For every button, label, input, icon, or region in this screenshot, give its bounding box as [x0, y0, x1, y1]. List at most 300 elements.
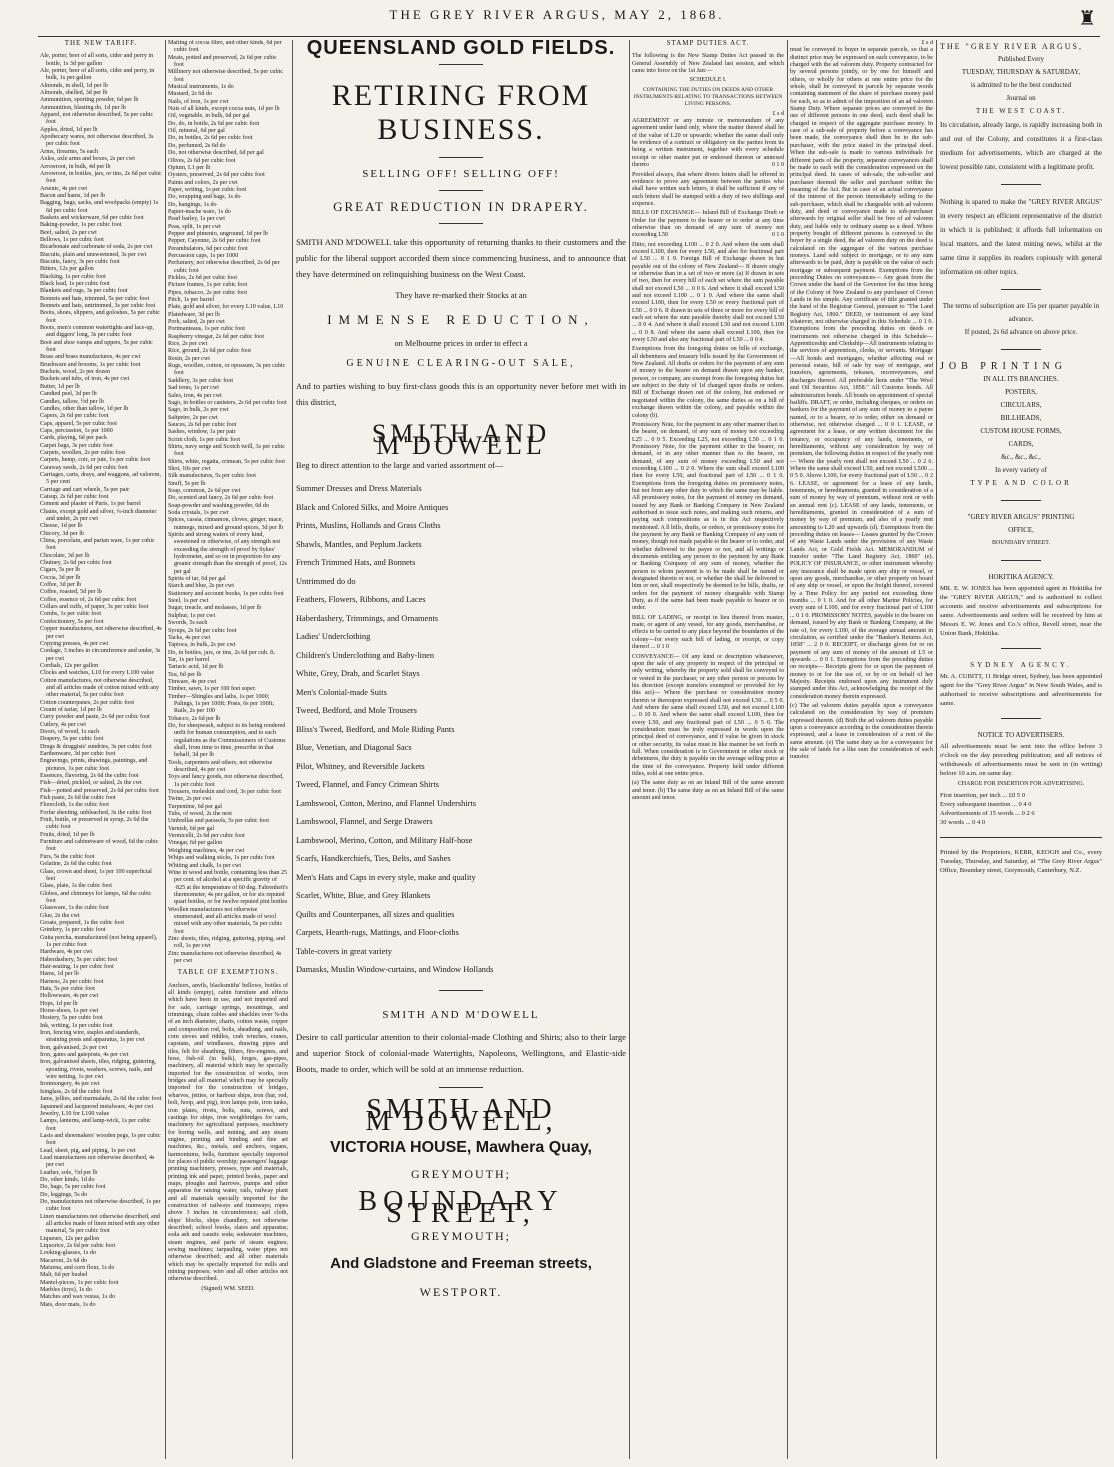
- tariff-entry: Caps, apparel, 5s per cubic foot: [40, 420, 117, 427]
- tariff-entry: Japanned and lacquered metalware, 4s per cwt: [40, 1103, 154, 1110]
- tariff-entry: Mats, door mats, 1s do: [40, 1301, 96, 1308]
- tariff-entry: Bonnets and hats, trimmed, 5s per cubic foot: [40, 295, 150, 302]
- separator: [439, 1087, 483, 1088]
- greymouth-line-2: GREYMOUTH;: [411, 1228, 511, 1243]
- tariff-entry: Shirts, white, regatta, crimean, 5s per cubic foot: [168, 458, 285, 465]
- tariff-entry: Tapioca, in bulk, 2s per cwt: [168, 642, 236, 649]
- rate-line: Advertisements of 15 words ... 0 2 6: [940, 810, 1035, 817]
- schedule-subtitle: CONTAINING THE DUTIES ON DEEDS AND OTHER INSTRUMENTS RELATING TO TRANSACTIONS BETWEEN LIVING PERSONS.: [633, 86, 783, 108]
- bills-exemptions: Exemptions from the foregoing duties on bills of exchange, all debentures and treasury bills issued by the Government of New Zealand. All drafts or orders for the payment of any sum of money to the bearer on demand drawn upon any banker, person, or company, are exempt from the foregoing duties but are subject to the duty of 1d charged upon drafts or orders. Bill of Exchange drawn out of the colony, but endorsed or negotiated within the colony, the same duties as on a bill of exchange drawn within the colony, and payable within the colony (b).: [632, 346, 784, 419]
- goods-item: Table-covers in great variety: [296, 946, 392, 956]
- tariff-entry: Sashes, window, 1s per pair: [168, 429, 236, 436]
- tariff-entry: Tobacco, 2s 6d per lb: [168, 715, 221, 722]
- tariff-entry: Looking-glasses, 1s do: [40, 1250, 97, 1257]
- masthead: [0, 0, 1114, 34]
- tariff-entry: Carriages, carts, drays, and waggons, ad valorem, 5 per cent: [40, 471, 161, 486]
- great-reduction-line: GREAT REDUCTION IN DRAPERY.: [333, 199, 589, 214]
- tariff-entry: Drugs & druggists' sundries, 3s per cubic foot: [40, 743, 152, 750]
- west-coast-line: THE WEST COAST.: [975, 107, 1067, 115]
- drapery-advertisement: [296, 40, 626, 1459]
- terms-line: The terms of subscription are 15s per quarter payable in advance.: [942, 302, 1100, 323]
- separator: [1001, 560, 1041, 561]
- retiring-headline: RETIRING FROM BUSINESS.: [331, 79, 591, 146]
- tariff-entry: Almonds, shelled, 3d per lb: [40, 90, 108, 97]
- tariff-entry: Clocks and watches, L10 for every L100 value: [40, 670, 155, 677]
- tariff-entry: Rice, 2s per cwt: [168, 341, 208, 348]
- tariff-entry: Lamps, lanterns, and lamp-wick, 1s per cubic foot: [40, 1118, 151, 1132]
- colonial-made-paragraph: Desire to call particular attention to their colonial-made Clothing and Shirts; also to their large and superior Stock of colonial-made Watertights, Napoleons, Wellingtons, and Elastic-side Boots, made to order, which will be sold at an immense reduction.: [296, 1031, 626, 1074]
- rate-line: First insertion, per inch ... £0 5 0: [940, 792, 1026, 799]
- tariff-entry: Coffee, roasted, 5d per lb: [40, 589, 102, 596]
- tariff-entry: Starch and blue, 2s per cwt: [168, 583, 234, 590]
- tariff-entry: Nails, of iron, 1s per cwt: [168, 98, 229, 105]
- tariff-entry: Opium, L1 per lb: [168, 164, 211, 171]
- tariff-entry: Isinglass, 2s 6d the cubic foot: [40, 1088, 113, 1095]
- tariff-entry: Papier-mache ware, 1s do: [168, 208, 231, 215]
- conveyance-clause: CONVEYANCE— Of any kind or description whatsoever, upon the sale of any property in respect of the principal or only writing, whereby the property sold shall be conveyed to or vested in the purchaser, or any other person or persons by his direction (except transfers exempted or provided for by this act)— Where the purchase or consideration money therein or thereupon expressed shall not exceed L50 ... 0 5 0. And where the same shall exceed L50, and not exceed L100 ... 0 10 0. And where the same shall exceed L100, then for every L50, and any fractional part of L50 ... 0 5 0. The consideration must be truly expressed in words upon the principal deed of conveyance, and if value be given in stock or other security, its value must in like manner be set forth in full. When consideration is in Government or other stock or debentures, the duty is payable on the average selling price at the time of the conveyance. Property held under different titles, sold at one entire price.: [632, 653, 784, 777]
- tariff-entry: Do, perfumed, 2s 6d do: [168, 142, 226, 149]
- goods-item: Men's Hats and Caps in every style, make and quality: [296, 872, 476, 882]
- tariff-entry: Zinc sheets, tiles, ridging, guttering, piping, and roll, 1s per cwt: [168, 935, 285, 950]
- promissory-clause: Promissory Note, for the payment in any other manner than to the bearer, on demand, of any sum of money not exceeding L25 ... 0 0 5. Exceeding L25, not exceeding L50 ... 0 1 0. Promissory Note, for the payment either to the bearer, on demand, or in any other manner than to the bearer, on demand, of any sum of money exceeding L50 and not exceeding L100 ... 0 2 0. Where the sum shall exceed L100 then for every L50, and fractional part of L50 ... 0 1 0. Exemptions from the foregoing duties on promissory notes, but not from any other duty to which the same may be liable. All promissory notes, for the payment of money on demand, issued by any Bank or Banking Company in New Zealand authorised to issue such notes, and making such returns, and paying such compositions as is in this Act respectively mentioned. A ll bills, drafts, or orders, or promissory notes for the payment by any Bank or Banking Company of any sum of money, though not made payable to the bearer or to order, and whether delivered to the payee or not, and all writings or documents entitling any person to the payment by any Bank or Banking Company of any sum of money, whether the person to whom payment is to be made shall be named or designated therein or not, or whether the shall be delivered to him or not, shall respectively be deemed to be bills, drafts, or orders for the payment of money chargeable with Stamp Duty, as if the same had been made payable to bearer or to order.: [632, 421, 784, 612]
- tariff-entry: Arrowroot, in bulk, 4d per lb: [40, 163, 111, 170]
- branches-line: IN ALL ITS BRANCHES.: [983, 375, 1059, 383]
- tariff-entry: Cordials, 12s per gallon: [40, 662, 99, 669]
- tariff-entry: Cigars, 5s per lb: [40, 567, 80, 574]
- tariff-entry: Iron, gates and gateposts, 4s per cwt: [40, 1052, 129, 1059]
- tariff-entry: Turpentine, 6d per gal: [168, 803, 222, 810]
- tariff-entry: Lead, sheet, pig, and piping, 1s per cwt: [40, 1147, 136, 1154]
- westport-line: WESTPORT.: [419, 1284, 503, 1299]
- amount-column-head: £ s d: [772, 110, 784, 117]
- top-rule: [38, 36, 1100, 37]
- tariff-entry: Paints and colors, 2s per cwt: [168, 179, 238, 186]
- tariff-entry: Pepper, Cayenne, 2s 6d per cubic foot: [168, 238, 261, 245]
- tariff-entry: Almonds, in shell, 1d per lb: [40, 82, 108, 89]
- tariff-entry: Baskets and wickerware, 6d per cubic foot: [40, 214, 144, 221]
- goods-item: Men's Colonial-made Suits: [296, 687, 387, 697]
- tariff-entry: Essences, flavoring, 2s 6d the cubic foot: [40, 773, 139, 780]
- tariff-entry: Biscuits, fancy, 3s per cubic foot: [40, 258, 120, 265]
- tariff-entry: Marbles (toys), 1s do: [40, 1287, 92, 1294]
- tariff-entry: Pearl barley, 1s per cwt: [168, 216, 225, 223]
- tariff-entry: Wine in wood and bottle, containing less than 25 per cent. of alcohol at a specific gravity of ·825 at the temperature of 60 deg. Fahrenheit's thermometer, 4s per gallon, or for six reputed quart bottles, or for twelve reputed pint bottles: [168, 869, 288, 906]
- tariff-entry: Apparel, not otherwise described, 5s per cubic foot: [40, 112, 154, 126]
- tariff-entry: Candied peel, 3d per lb: [40, 391, 97, 398]
- amount-column-head: £ s d: [921, 40, 933, 46]
- tariff-entry: Peas, split, 1s per cwt: [168, 223, 221, 230]
- bills-rates: Ditto, not exceeding L100 ... 0 2 0. And where the sum shall exceed L100, then for every L50, and also for fractional part of L50 ... 0 1 0. Foreign Bill of Exchange drawn in but payable out of the colony of New Zealand— If drawn singly or otherwise than in a set of two or more (a) If drawn in sets of two, then for every bill of each set where the sum payable shall not exceed L50 ... 0 0 6. And where it shall exceed L50 and not exceed L100 ... 0 1 0. And where the same shall exceed L100, then for every L50 or every fractional part of L50 ... 0 0 6. If drawn in sets of three or more for every bill of each set where the sum payable thereby shall not exceed L50 ... 0 0 4. And where it shall exceed L50 and not exceed L100 ... 0 0 8. And where the same shall exceed L100, then for every L50 and also any fractional part of L50 ... 0 0 4.: [632, 241, 784, 344]
- notice-title: NOTICE TO ADVERTISERS.: [977, 731, 1065, 739]
- tariff-entry: Pork, salted, 2s per cwt: [168, 319, 225, 326]
- tariff-entry: Axles, axle arms and boxes, 2s per cwt: [40, 156, 135, 163]
- advertisers-notice: All advertisements must be sent into the office before 3 o'clock on the day preceding publication; and all notices of withdrawals of advertisements must be sent in (in writing) before 10 a.m. on same day.: [940, 743, 1102, 777]
- stamp-duties-column-2: [790, 40, 933, 1459]
- tariff-entry: Cement and plaster of Paris, 1s per barrel: [40, 501, 141, 508]
- stamp-intro: The following is the New Stamp Duties Act passed in the General Assembly of New Zealand last session, and which came into force on the 1st Jan:—: [632, 53, 784, 75]
- tariff-entry: Liquorice, 2s 6d per cubic foot: [40, 1243, 116, 1250]
- job-item: CARDS,: [1008, 440, 1034, 448]
- tariff-entry: Liqueurs, 12s per gallon: [40, 1235, 100, 1242]
- office-line-1: "GREY RIVER ARGUS" PRINTING: [967, 513, 1075, 521]
- job-item: BILLHEADS,: [1000, 414, 1042, 422]
- tariff-entry: Brushware and brooms, 1s per cubic foot: [40, 361, 141, 368]
- tariff-entry: Leather, sole, ½d per lb: [40, 1169, 98, 1176]
- goods-list: [296, 480, 626, 980]
- tariff-entry: Do, bags, 5s per cubic foot: [40, 1184, 106, 1191]
- advertising-rates: [940, 791, 1102, 827]
- exemptions-text: Anchors, anvils, blacksmiths' bellows, bottles of all kinds (empty), cabin furniture and effects which have been in use, and not imported and for sale, carriage springs, mountings, and trimmings, chain cables and shackles over ⅝-ths of an inch diameter, charts, cotton waste, copper and composition rod, bolts, sheathing, and nails, corn sieves and riddles, crab winches, cranes, capstans, and windlasses, drawing pipes and tiles, felt for sheathing, filters, fire-engines, and hose, fish-oil (in bulk), forges, gas-pipes, machinery, all material which may be specially imported for the construction of works, iron bridges and all material which may be specially imported for the construction of bridges, wharves, jetties, or harbour ships, iron (bar, rod, bolt, hoop, and pig), iron lamps pots, iron tanks, iron plates, rivets, bolts, nuts, screws, and castings for ships, iron weighbridges for carts, machinery for agricultural purposes, machinery for boring wells, and mining, and any steam engine, printing and binding and fine art machines, &c., metals, and anchors, organs, harmoniums, bells, furniture specially imported for places of public worship; passengers' luggage printing machinery, presses, type and materials, printing ink and paper, printed books, paper and maps, ploughs and harrows, pumps and other apparatus for raising water, rails, railway plant and all materials specially imported for the construction of railways and tramways; ropes above 3 inches in circumference; sail cloth, ships' blocks, ships chandlery, not otherwise described; school books, slates and apparatus; soda ash and caustic soda; sodawater machines, steam engines, and parts of steam engines; sewing machines; tarpauling, water pipes not otherwise described; and all other materials which may be specially imported for mills and mining purposes; wire and all other articles not otherwise described.: [168, 982, 288, 1283]
- goods-item: Tweed, Flannel, and Fancy Crimean Shirts: [296, 780, 439, 789]
- tariff-entry: Picture frames, 1s per cubic foot: [168, 282, 248, 289]
- tariff-entry: Millinery not otherwise described, 5s per cubic foot: [168, 69, 283, 83]
- tariff-entry: Ironmongery, 4s per cwt: [40, 1081, 100, 1088]
- tariff-entry: Hosiery, 5s per cubic foot: [40, 1015, 103, 1022]
- tariff-entry: Varnish, 6d per gal: [168, 825, 215, 832]
- tariff-entry: Iron, galvanised, 2s per cwt: [40, 1044, 108, 1051]
- tariff-entry: Macaroni, 2s 6d do: [40, 1257, 88, 1264]
- exemptions-title: TABLE OF EXEMPTIONS.: [177, 968, 279, 977]
- goods-item: Tweed, Bedford, and Mole Trousers: [296, 706, 417, 715]
- goods-item: Carpets, Hearth-rugs, Mattings, and Floor-cloths: [296, 928, 459, 937]
- column-divider: [165, 40, 166, 1459]
- office-line-2: OFFICE,: [1008, 526, 1034, 534]
- tariff-entry: Hams, 1d per lb: [40, 971, 79, 978]
- tariff-entry: Jams, jellies, and marmalade, 2s 6d the cubic foot: [40, 1096, 162, 1103]
- tariff-entry: Do, manufactures not otherwise described, 1s per cubic foot: [40, 1198, 161, 1213]
- tariff-entry: Mustard, 2s 6d do: [168, 91, 213, 98]
- tariff-entry: Chicory, 3d per lb: [40, 530, 84, 537]
- tariff-entry: Sago, in bulk, 2s per cwt: [168, 407, 229, 414]
- tariff-entry: Trousers, moleskin and cord, 3s per cubic foot: [168, 789, 281, 796]
- tariff-entry: Timber, sawn, 1s per 100 feet super.: [168, 686, 257, 693]
- tariff-entry: Curry powder and paste, 2s 6d per cubic foot: [40, 714, 150, 721]
- gladstone-line: And Gladstone and Freeman streets,: [330, 1254, 592, 1272]
- tariff-entry: Steel, 1s per cwt: [168, 598, 209, 605]
- tariff-entry: Fish paste, 2s 6d the cubic foot: [40, 795, 116, 802]
- tariff-entry: Cards, playing, 6d per pack: [40, 435, 108, 442]
- tariff-entry: Glassware, 1s the cubic foot: [40, 905, 109, 912]
- tariff-entry: Sad irons, 1s per cwt: [168, 385, 219, 392]
- tariff-entry: Haberdashery, 5s per cubic foot: [40, 956, 118, 963]
- rate-line: 30 words ... 0 4 0: [940, 819, 986, 826]
- goods-item: Lambswool, Cotton, Merino, and Flannel Undershirts: [296, 798, 477, 808]
- tariff-entry: Fruit, bottle, or preserved in syrup, 2s 6d the cubic foot: [40, 817, 149, 831]
- tariff-entry: Mantel-pieces, 1s per cubic foot: [40, 1279, 119, 1286]
- separator: [1001, 718, 1041, 719]
- tariff-entry: Glue, 2s the cwt: [40, 912, 80, 919]
- tariff-entry: Fish—dried, pickled, or salted, 2s the cwt: [40, 780, 142, 787]
- separator: [439, 990, 483, 991]
- tariff-entry: Nuts of all kinds, except cocoa nuts, 1d per lb: [168, 106, 280, 113]
- tariff-entry: Brass and brass manufactures, 4s per cwt: [40, 354, 141, 361]
- tariff-entry: Baking-powder, 1s per cubic foot: [40, 222, 122, 229]
- tariff-entry: Portmanteaus, 1s per cubic foot: [168, 326, 245, 333]
- tariff-entry: Resin, 2s per cwt: [168, 355, 210, 362]
- tariff-entry: Whiting and chalk, 1s per cwt: [168, 862, 242, 869]
- tariff-entry: Furniture and cabinetware of wood, 6d the cubic foot: [40, 839, 159, 853]
- tariff-entry: Tools, carpenters and others, not otherwise described, 4s per cwt: [168, 759, 273, 774]
- tariff-entry: Sago, in bottles or canisters, 2s 6d per cubic foot: [168, 399, 287, 406]
- tariff-entry: Blacking, 1s per cubic foot: [40, 273, 106, 280]
- tariff-entry: Cordage, 3 inches in circumference and under, 3s per cwt: [40, 648, 161, 662]
- tariff-entry: Drapery, 5s per cubic foot: [40, 736, 104, 743]
- goods-item: Feathers, Flowers, Ribbons, and Laces: [296, 595, 426, 604]
- tariff-entry: Spices, cassia, cinnamon, cloves, ginger, mace, nutmegs, mixed and ground spices, 3d per lb: [168, 517, 284, 531]
- argus-title: THE "GREY RIVER ARGUS,: [940, 42, 1083, 51]
- goods-item: Black and Colored Silks, and Moire Antiques: [296, 502, 449, 512]
- tariff-entry: Timber—Shingles and laths, 1s per 1000; Palings, 1s per 100ft; Posts, 6s per 100ft; Rails, 2s per 100: [168, 693, 275, 715]
- tariff-entry: Fish—potted and preserved, 2s 6d per cubic foot: [40, 787, 159, 794]
- tariff-entry: Jewelry, L10 for L100 value: [40, 1110, 110, 1117]
- tariff-entry: Cotton manufactures, not otherwise described, and all articles made of cotton mixed with any other material, 5s per cubic foot: [40, 677, 160, 699]
- tariff-entry: Do, leggings, 5s do: [40, 1191, 88, 1198]
- masthead-title: THE GREY RIVER ARGUS, MAY 2, 1868.: [389, 7, 725, 22]
- tariff-entry: Bitters, 12s per gallon: [40, 266, 94, 273]
- sydney-notice: Mr. A. CUBITT, 11 Bridge street, Sydney, has been appointed agent for the "Grey River Argus" in New South Wales, and is authorised to receive subscriptions and advertisements for same.: [940, 673, 1102, 707]
- tariff-entry: Hollowware, 4s per cwt: [40, 993, 99, 1000]
- job-item: CUSTOM HOUSE FORMS,: [980, 427, 1062, 435]
- tariff-entry: Tartaric acid, 1d per lb: [168, 664, 224, 671]
- tariff-entry: Grindery, 1s per cubic foot: [40, 927, 106, 934]
- tariff-entry: Carriage and cart wheels, 5s per pair: [40, 486, 130, 493]
- goods-item: Scarfs, Handkerchiefs, Ties, Belts, and Sashes: [296, 854, 451, 863]
- goods-item: Lambswool, Merino, Cotton, and Military Half-hose: [296, 835, 473, 845]
- tariff-entry: Stationery and account books, 1s per cubic foot: [168, 590, 284, 597]
- smith-mdowell-subheading: SMITH AND M'DOWELL: [382, 1008, 540, 1021]
- tariff-entry: Blankets and rugs, 3s per cubic foot: [40, 288, 128, 295]
- goods-item: Summer Dresses and Dress Materials: [296, 484, 422, 493]
- tariff-title: THE NEW TARIFF.: [64, 40, 138, 47]
- goods-item: Quilts and Counterpanes, all sizes and qualities: [296, 909, 455, 919]
- nothing-spared-paragraph: Nothing is spared to make the "GREY RIVER ARGUS" in every respect an efficient representative of the district in which it is published; it affords full information on local matters, and the latest mining news, whilst at the same time it supplies its readers copiously with general information on other topics.: [940, 198, 1102, 276]
- tariff-entry: Cream of tartar, 1d per lb: [40, 706, 102, 713]
- tariff-entry: Boot and shoe vamps and uppers, 5s per cubic foot: [40, 339, 153, 354]
- selling-off-line: SELLING OFF! SELLING OFF!: [362, 168, 560, 180]
- tariff-column-2: [168, 40, 288, 1459]
- tariff-entry: Platedware, 3d per lb: [168, 311, 220, 318]
- tariff-entry: Bellows, 1s per cubic foot: [40, 236, 104, 243]
- tariff-entry: Boots, shoes, slippers, and goloshes, 5s per cubic foot: [40, 310, 161, 324]
- tariff-entry: Engravings, prints, drawings, paintings, and pictures, 1s per cubic foot: [40, 758, 148, 772]
- tariff-entry: Cotton counterpanes, 2s per cubic foot: [40, 699, 135, 706]
- tariff-entry: Whips and walking sticks, 1s per cubic foot: [168, 855, 275, 862]
- tariff-entry: Lead manufactures not otherwise described, 4s per cwt: [40, 1154, 155, 1169]
- tariff-entry: Ale, porter, beer of all sorts, cider and perry in bottle, 1s 3d per gallon: [40, 53, 154, 67]
- tariff-entry: Cheese, 1d per lb: [40, 523, 83, 530]
- tariff-entry: Caps, percussion, 1s per 1000: [40, 427, 113, 434]
- bills-clause: BILLS OF EXCHANGE— Inland Bill of Exchange Draft or Order for the payment to the bearer or to order at any time otherwise than on demand of any sum of money not exceeding L50 0 1 0: [632, 210, 784, 239]
- tariff-entry: Coffee, essence of, 2s 6d per cubic foot: [40, 596, 137, 603]
- publisher-logo-icon: ♜: [1078, 8, 1096, 30]
- tariff-entry: Chains, except gold and silver, ¼-inch diameter and under, 2s per cwt: [40, 508, 157, 522]
- tariff-entry: Oil, mineral, 6d per gal: [168, 128, 225, 135]
- column-divider: [936, 40, 937, 1459]
- tariff-entry: Spirits of tar, 6d per gal: [168, 576, 226, 583]
- lading-clause: BILL OF LADING, or receipt in lieu thereof from master, mate, or agent of any vessel, for any goods, merchandise, or effects to be carried to any place beyond the boundaries of the colony—for every such bill of lading, or receipt, or copy thereof ... 0 1 0: [632, 614, 784, 651]
- tariff-entry: Hops, 1d per lb: [40, 1000, 78, 1007]
- tariff-entry: Carpet bags, 3s per cubic foot: [40, 442, 113, 449]
- greymouth-line-1: GREYMOUTH;: [411, 1166, 511, 1181]
- provided-clause: Provided always, that where divers letters shall be offered in evidence to prove any agreement between the parties who shall have written such letters, it shall be sufficient if any of such letters shall be stamped with a duty of two shillings and sixpence.: [632, 171, 784, 207]
- tariff-entry: Biscuits, plain and unsweetened, 3s per cwt: [40, 251, 147, 258]
- tariff-entry: Vinegar, 6d per gallon: [168, 840, 223, 847]
- tariff-entry: Ale, porter, beer of all sorts, cider and perry, in bulk, 1s per gallon: [40, 68, 155, 82]
- tariff-entry: Lasts and shoemakers' wooden pegs, 1s per cubic foot: [40, 1132, 161, 1147]
- tariff-entry: Raspberry vinegar, 2s 6d per cubic foot: [168, 333, 265, 340]
- separator: [439, 157, 483, 158]
- tariff-entry: Floorcloth, 1s the cubic foot: [40, 802, 109, 809]
- melbourne-line: on Melbourne prices in order to effect a: [394, 339, 528, 348]
- goods-item: Lambswool, Flannel, and Serge Drawers: [296, 817, 433, 826]
- column-divider: [292, 40, 293, 1459]
- argus-column: [940, 40, 1102, 1459]
- days-line: TUESDAY, THURSDAY & SATURDAY,: [961, 68, 1081, 76]
- tariff-entry: Combs, 1s per cubic foot: [40, 611, 102, 618]
- tariff-entry: Do, wrapping and bags, 1s do: [168, 194, 241, 201]
- tariff-entry: Swords, 5s each: [168, 620, 208, 627]
- separator: [439, 190, 483, 191]
- tariff-column-1: [40, 40, 162, 1459]
- goods-item: Pilot, Whitney, and Reversible Jackets: [296, 761, 425, 771]
- tariff-entry: Iron, fencing wire, staples and standards, straining posts and apparatus, 1s per cwt: [40, 1030, 145, 1044]
- stamp-continued-footnotes: (c) The ad valorem duties payable upon a conveyance calculated on the consideration by way of premium expressed therein. (d) Both the ad valorem duties payable upon a conveyance according to the consideration therein expressed, and a lease in consideration of a rent of the same amount. (e) The same duty as for a conveyance for the sale of lands for a like sum the consideration of such transfer.: [790, 702, 933, 761]
- tariff-entry: Ammunition, blasting do, 1d per lb: [40, 104, 126, 111]
- goods-item: Ladies' Underclothing: [296, 632, 371, 641]
- tariff-entry: Confectionery, 5s per foot: [40, 618, 104, 625]
- separator: [1001, 648, 1041, 649]
- journal-line: Journal on: [1006, 94, 1036, 102]
- tariff-entry: Twine, 2s per cwt: [168, 796, 212, 803]
- tariff-entry: Bagging, bags, sacks, and woolpacks (empty) 1s 6d per cubic foot: [40, 200, 159, 214]
- separator: [1001, 349, 1041, 350]
- goods-item: Children's Underclothing and Baby-linen: [296, 650, 435, 660]
- tariff-entry: Coffee, 3d per lb: [40, 582, 82, 589]
- goods-item: Prints, Muslins, Hollands and Grass Cloths: [296, 521, 441, 530]
- tariff-entry: Collars and cuffs, of paper, 3s per cubic foot: [40, 604, 149, 611]
- tariff-entry: Candles, tallow, ½d per lb: [40, 398, 104, 405]
- job-printing-heading: JOB PRINTING: [940, 361, 1067, 372]
- tariff-entry: Carpets, hemp, coir, or jute, 1s per cubic foot: [40, 457, 151, 464]
- tariff-entry: Do, hangings, 1s do: [168, 201, 217, 208]
- tariff-entry: Arms, firearms, 5s each: [40, 148, 99, 155]
- tariff-entry: Cutlery, 4s per cwt: [40, 721, 86, 728]
- schedule-title: SCHEDULE I.: [689, 77, 727, 84]
- tariff-entry: Saltpetre, 2s per cwt: [168, 414, 218, 421]
- tariff-entry: Beef, salted, 2s per cwt: [40, 229, 97, 236]
- tariff-entry: Olives, 2s 6d per cubic foot: [168, 157, 236, 164]
- job-item: CIRCULARS,: [1000, 401, 1042, 409]
- tariff-entry: Percussion caps, 1s per 1000: [168, 252, 239, 259]
- tariff-list-2: [168, 40, 288, 965]
- tariff-entry: Catsup, 2s 6d per cubic foot: [40, 493, 109, 500]
- separator: [1001, 184, 1041, 185]
- tariff-entry: Woollen manufactures not otherwise enumerated, and all articles made of wool mixed with any other materials, 5s per cubic foot: [168, 906, 283, 935]
- tariff-entry: Plate, gold and silver, for every L10 value, L10: [168, 304, 284, 311]
- tariff-entry: Hair-seating, 1s per cubic foot: [40, 963, 114, 970]
- tariff-entry: Gelatine, 2s 6d the cubic foot: [40, 861, 112, 868]
- stamp-footnotes: (a) The same duty as on an Inland Bill of the same amount and tenor. (b) The same duty as on an Inland Bill of the same amount and tenor.: [632, 780, 784, 802]
- ad-heading: QUEENSLAND GOLD FIELDS.: [306, 40, 616, 59]
- tariff-entry: Furs, 5s the cubic foot: [40, 853, 95, 860]
- tariff-entry: Fruits, dried, 1d per lb: [40, 831, 95, 838]
- separator: [940, 837, 1102, 838]
- separator: [439, 64, 483, 65]
- victoria-house-line: VICTORIA HOUSE, Mawhera Quay,: [330, 1138, 592, 1156]
- job-item: POSTERS,: [1005, 388, 1037, 396]
- tariff-entry: Butter, 1d per lb: [40, 383, 80, 390]
- tariff-entry: Tubs, of wood, 2s the nest: [168, 811, 232, 818]
- tariff-entry: Horse-shoes, 1s per cwt: [40, 1008, 99, 1015]
- tariff-entry: Matches and wax vestas, 1s do: [40, 1294, 116, 1301]
- tariff-entry: Copper manufactures, not otherwise described, 4s per cwt: [40, 626, 162, 640]
- signed-line: (Signed) WM. SEED.: [201, 1285, 255, 1292]
- tariff-entry: Sugar, treacle, and molasses, 1d per lb: [168, 605, 262, 612]
- tariff-entry: Caraway seeds, 2s 6d per cubic foot: [40, 464, 128, 471]
- remarked-line: They have re-marked their Stocks at an: [395, 291, 527, 300]
- tariff-entry: Do, in bottles, jars, or tins, 2s 6d per cub. ft.: [168, 649, 276, 656]
- goods-item: Bliss's Tweed, Bedford, and Mole Riding Pants: [296, 724, 455, 734]
- tariff-entry: Tar, 1s per barrel: [168, 656, 210, 663]
- assortment-intro: Beg to direct attention to the large and varied assortment of—: [296, 461, 504, 470]
- tariff-entry: Musical instruments, 1s do: [168, 84, 234, 91]
- tariff-entry: Bicarbonate and carbonate of soda, 2s per cwt: [40, 244, 153, 251]
- goods-item: Scarlet, White, Blue, and Grey Blankets: [296, 891, 431, 900]
- tariff-entry: Apothecary wares, not otherwise described, 3s per cubic foot: [40, 134, 154, 148]
- tariff-entry: Pickles, 2s 6d per cubic foot: [168, 275, 238, 281]
- tariff-entry: Glass, crown and sheet, 1s per 100 superficial feet: [40, 868, 152, 882]
- tariff-entry: Arsenic, 4s per cwt: [40, 185, 88, 192]
- tariff-entry: Hardware, 4s per cwt: [40, 949, 93, 956]
- tariff-entry: Forfar sheeting, unbleached, 3s the cubic foot: [40, 809, 152, 816]
- circulation-paragraph: Its circulation, already large, is rapidly increasing both in and out of the Colony, and constitutes it a first-class medium for advertisements, which are charged at the lowest possible rate, consistent with a legitimate profit.: [940, 121, 1102, 171]
- tariff-entry: Do, for sheepwash, subject to its being rendered unfit for human consumption, and to such regulations as the Commissioners of Customs shall, from time to time, prescribe in that behalf, 3d per lb: [168, 722, 286, 759]
- tariff-entry: Doors, of wood, 1s each: [40, 728, 100, 735]
- tariff-entry: Meats, potted and preserved, 2s 6d per cubic foot: [168, 54, 277, 69]
- tariff-entry: Chocolate, 3d per lb: [40, 552, 90, 559]
- job-items-list: [940, 386, 1102, 464]
- tariff-entry: Arrowroot, in bottles, jars, or tins, 2s 6d per cubic foot: [40, 170, 162, 185]
- tariff-entry: Umbrellas and parasols, 5s per cubic foot: [168, 818, 270, 825]
- tariff-entry: Shirts, navy serge and Scotch twill, 3s per cubic foot: [168, 443, 286, 458]
- published-line: Published Every: [997, 55, 1045, 63]
- tariff-entry: Oysters, preserved, 2s 6d per cubic foot: [168, 172, 265, 179]
- tariff-entry: Paper, writing, 1s per cubic foot: [168, 186, 247, 193]
- stamp-title: STAMP DUTIES ACT.: [666, 40, 750, 47]
- admitted-line: is admitted to be the best conducted: [970, 81, 1072, 89]
- column-divider: [787, 40, 788, 1459]
- variety-line: In every variety of: [995, 466, 1047, 474]
- tariff-entry: Linen manufactures not otherwise described, and all articles made of linen mixed with any other material, 5s per cubic foot: [40, 1213, 160, 1235]
- hokitika-title: HOKITIKA AGENCY.: [988, 573, 1054, 581]
- tariff-entry: China, porcelain, and parian ware, 1s per cubic foot: [40, 538, 155, 552]
- tariff-entry: Silk manufactures, 5s per cubic foot: [168, 473, 256, 480]
- tariff-entry: Black lead, 1s per cubic foot: [40, 281, 110, 287]
- tariff-entry: Do, do, in bottle, 2s 6d per cubic foot: [168, 120, 260, 127]
- tariff-entry: Rice, ground, 2s 6d per cubic foot: [168, 348, 251, 355]
- tariff-entry: Scrim cloth, 1s per cubic foot: [168, 436, 241, 443]
- smith-mdowell-heading: SMITH AND M'DOWELL: [371, 419, 551, 460]
- tariff-entry: Globes, and chimneys for lamps, 6d the cubic foot: [40, 890, 152, 904]
- tariff-entry: Sulphur, 1s per cwt: [168, 612, 216, 619]
- separator: [1001, 289, 1041, 290]
- tariff-entry: Groats, prepared, 1s the cubic foot: [40, 919, 125, 926]
- tariff-entry: Bacon and hams, 1d per lb: [40, 192, 105, 199]
- tariff-entry: Soap-powder and washing powder, 6d do: [168, 502, 269, 509]
- tariff-entry: Candles, other than tallow, 1d per lb: [40, 405, 129, 412]
- tariff-entry: Soap, common, 2s 6d per cwt: [168, 487, 241, 494]
- tariff-entry: Shot, 10s per cwt: [168, 465, 211, 472]
